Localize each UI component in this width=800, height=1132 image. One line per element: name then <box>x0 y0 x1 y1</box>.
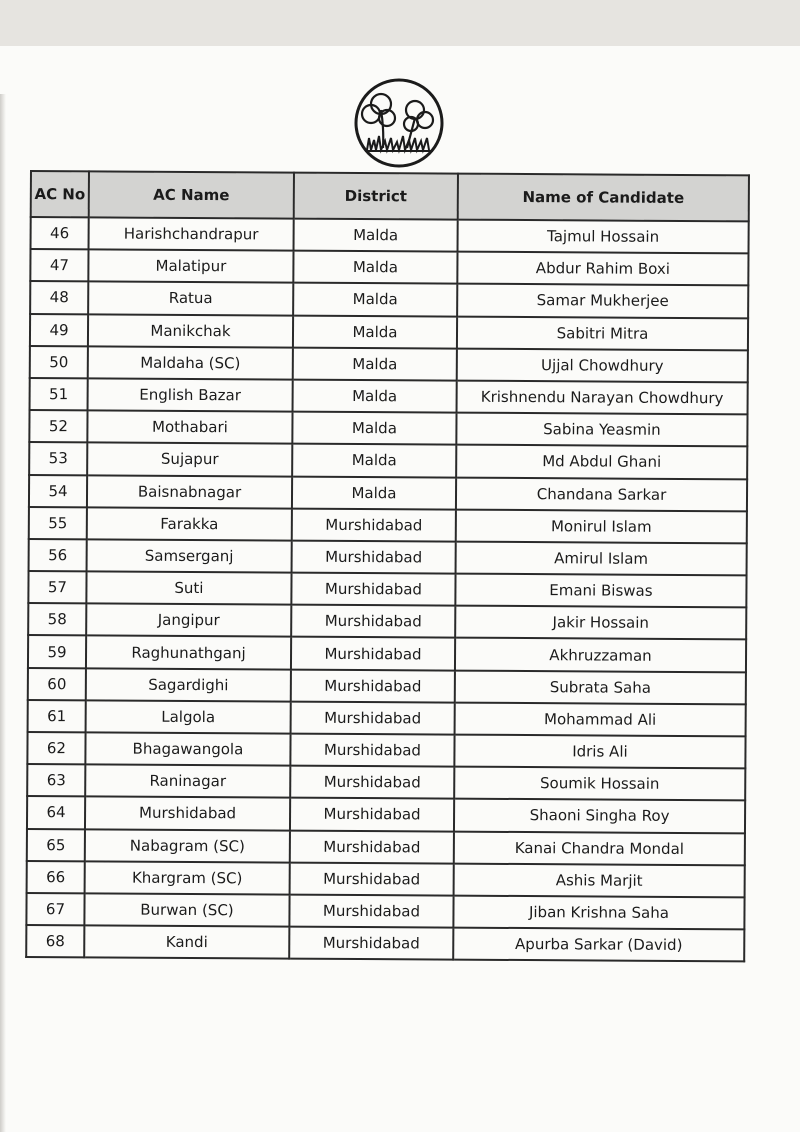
cell-district: Malda <box>293 347 457 380</box>
table-row <box>26 925 744 962</box>
table-header-row <box>31 171 749 221</box>
cell-ac-no: 53 <box>29 442 87 475</box>
cell-candidate: Ujjal Chowdhury <box>457 348 748 382</box>
table-row <box>30 378 748 415</box>
table-row <box>30 281 748 318</box>
cell-ac-no: 46 <box>31 217 89 250</box>
cell-ac-name: Sujapur <box>87 443 292 476</box>
table-row <box>28 571 746 608</box>
cell-ac-no: 64 <box>27 796 85 829</box>
cell-ac-no: 65 <box>27 829 85 862</box>
cell-candidate: Samar Mukherjee <box>457 284 748 318</box>
cell-ac-no: 50 <box>30 346 88 379</box>
cell-candidate: Soumik Hossain <box>454 767 745 801</box>
cell-ac-name: Bhagawangola <box>85 732 290 765</box>
cell-candidate: Emani Biswas <box>455 574 746 608</box>
party-emblem-icon <box>349 78 449 168</box>
cell-district: Malda <box>294 219 458 252</box>
cell-candidate: Idris Ali <box>454 735 745 769</box>
cell-candidate: Subrata Saha <box>455 670 746 704</box>
cell-district: Malda <box>292 444 456 477</box>
cell-ac-no: 54 <box>29 475 87 508</box>
cell-district: Murshidabad <box>291 605 455 638</box>
cell-ac-name: Baisnabnagar <box>87 475 292 508</box>
cell-ac-name: Burwan (SC) <box>84 893 289 926</box>
cell-district: Murshidabad <box>290 766 454 799</box>
cell-ac-no: 59 <box>28 635 86 668</box>
cell-district: Malda <box>293 251 457 284</box>
cell-ac-name: Raghunathganj <box>86 636 291 669</box>
cell-district: Malda <box>293 283 457 316</box>
table-row <box>27 829 745 866</box>
table-row <box>30 249 748 286</box>
cell-district: Murshidabad <box>290 734 454 767</box>
table-row <box>27 796 745 833</box>
cell-ac-name: English Bazar <box>88 378 293 411</box>
cell-candidate: Apurba Sarkar (David) <box>453 928 744 962</box>
cell-district: Malda <box>293 315 457 348</box>
cell-candidate: Shaoni Singha Roy <box>454 799 745 833</box>
cell-candidate: Tajmul Hossain <box>458 220 749 254</box>
cell-ac-no: 55 <box>29 507 87 540</box>
cell-district: Murshidabad <box>292 508 456 541</box>
cell-candidate: Sabina Yeasmin <box>456 413 747 447</box>
cell-ac-no: 61 <box>28 700 86 733</box>
cell-ac-name: Farakka <box>87 507 292 540</box>
cell-ac-name: Maldaha (SC) <box>88 346 293 379</box>
cell-ac-name: Malatipur <box>88 250 293 283</box>
cell-candidate: Mohammad Ali <box>455 702 746 736</box>
cell-candidate: Monirul Islam <box>456 509 747 543</box>
cell-ac-name: Harishchandrapur <box>89 217 294 250</box>
cell-district: Malda <box>293 380 457 413</box>
cell-ac-name: Sagardighi <box>86 668 291 701</box>
table-row <box>30 314 748 351</box>
cell-ac-name: Nabagram (SC) <box>85 829 290 862</box>
table-row <box>31 217 749 254</box>
cell-ac-name: Murshidabad <box>85 797 290 830</box>
cell-ac-no: 60 <box>28 668 86 701</box>
table-row <box>29 507 747 544</box>
cell-ac-name: Kandi <box>84 925 289 958</box>
cell-ac-name: Jangipur <box>86 604 291 637</box>
table-row <box>27 764 745 801</box>
cell-ac-name: Lalgola <box>86 700 291 733</box>
cell-district: Malda <box>292 476 456 509</box>
table-row <box>30 346 748 383</box>
cell-ac-name: Mothabari <box>87 410 292 443</box>
cell-ac-no: 52 <box>29 410 87 443</box>
table-row <box>29 410 747 447</box>
cell-ac-no: 56 <box>29 539 87 572</box>
table-row <box>27 861 745 898</box>
cell-ac-no: 47 <box>30 249 88 282</box>
cell-candidate: Akhruzzaman <box>455 638 746 672</box>
cell-district: Murshidabad <box>291 637 455 670</box>
cell-ac-no: 48 <box>30 281 88 314</box>
table-row <box>29 475 747 512</box>
cell-district: Murshidabad <box>290 830 454 863</box>
table-row <box>28 668 746 705</box>
cell-ac-no: 62 <box>27 732 85 765</box>
cell-ac-no: 57 <box>28 571 86 604</box>
cell-district: Murshidabad <box>291 701 455 734</box>
cell-ac-name: Suti <box>86 571 291 604</box>
cell-ac-name: Khargram (SC) <box>85 861 290 894</box>
cell-district: Murshidabad <box>290 798 454 831</box>
table-row <box>29 442 747 479</box>
table-row <box>28 635 746 672</box>
table-row <box>29 539 747 576</box>
cell-candidate: Md Abdul Ghani <box>456 445 747 479</box>
cell-candidate: Chandana Sarkar <box>456 477 747 511</box>
cell-ac-name: Raninagar <box>85 765 290 798</box>
cell-ac-no: 58 <box>28 603 86 636</box>
cell-district: Murshidabad <box>291 573 455 606</box>
header-ac-no: AC No <box>31 171 89 217</box>
page-edge-shadow <box>0 94 6 1132</box>
cell-candidate: Abdur Rahim Boxi <box>457 252 748 286</box>
cell-district: Murshidabad <box>289 895 453 928</box>
cell-ac-no: 67 <box>26 893 84 926</box>
header-candidate: Name of Candidate <box>458 174 749 222</box>
cell-candidate: Jiban Krishna Saha <box>453 896 744 930</box>
cell-candidate: Kanai Chandra Mondal <box>454 831 745 865</box>
table-row <box>28 700 746 737</box>
cell-district: Murshidabad <box>292 540 456 573</box>
cell-ac-no: 68 <box>26 925 84 958</box>
cell-district: Murshidabad <box>290 862 454 895</box>
candidate-table <box>25 170 750 963</box>
cell-ac-name: Ratua <box>88 282 293 315</box>
candidate-table-container <box>25 170 748 963</box>
cell-ac-no: 66 <box>27 861 85 894</box>
cell-candidate: Krishnendu Narayan Chowdhury <box>457 381 748 415</box>
cell-ac-name: Manikchak <box>88 314 293 347</box>
cell-ac-no: 49 <box>30 314 88 347</box>
header-district: District <box>294 173 458 220</box>
cell-candidate: Amirul Islam <box>456 541 747 575</box>
cell-district: Murshidabad <box>289 927 453 960</box>
cell-ac-no: 51 <box>30 378 88 411</box>
table-row <box>27 732 745 769</box>
cell-district: Murshidabad <box>291 669 455 702</box>
table-row <box>28 603 746 640</box>
header-ac-name: AC Name <box>89 171 294 218</box>
table-row <box>26 893 744 930</box>
cell-candidate: Jakir Hossain <box>455 606 746 640</box>
cell-candidate: Sabitri Mitra <box>457 316 748 350</box>
cell-ac-no: 63 <box>27 764 85 797</box>
cell-candidate: Ashis Marjit <box>454 863 745 897</box>
cell-ac-name: Samserganj <box>87 539 292 572</box>
cell-district: Malda <box>292 412 456 445</box>
